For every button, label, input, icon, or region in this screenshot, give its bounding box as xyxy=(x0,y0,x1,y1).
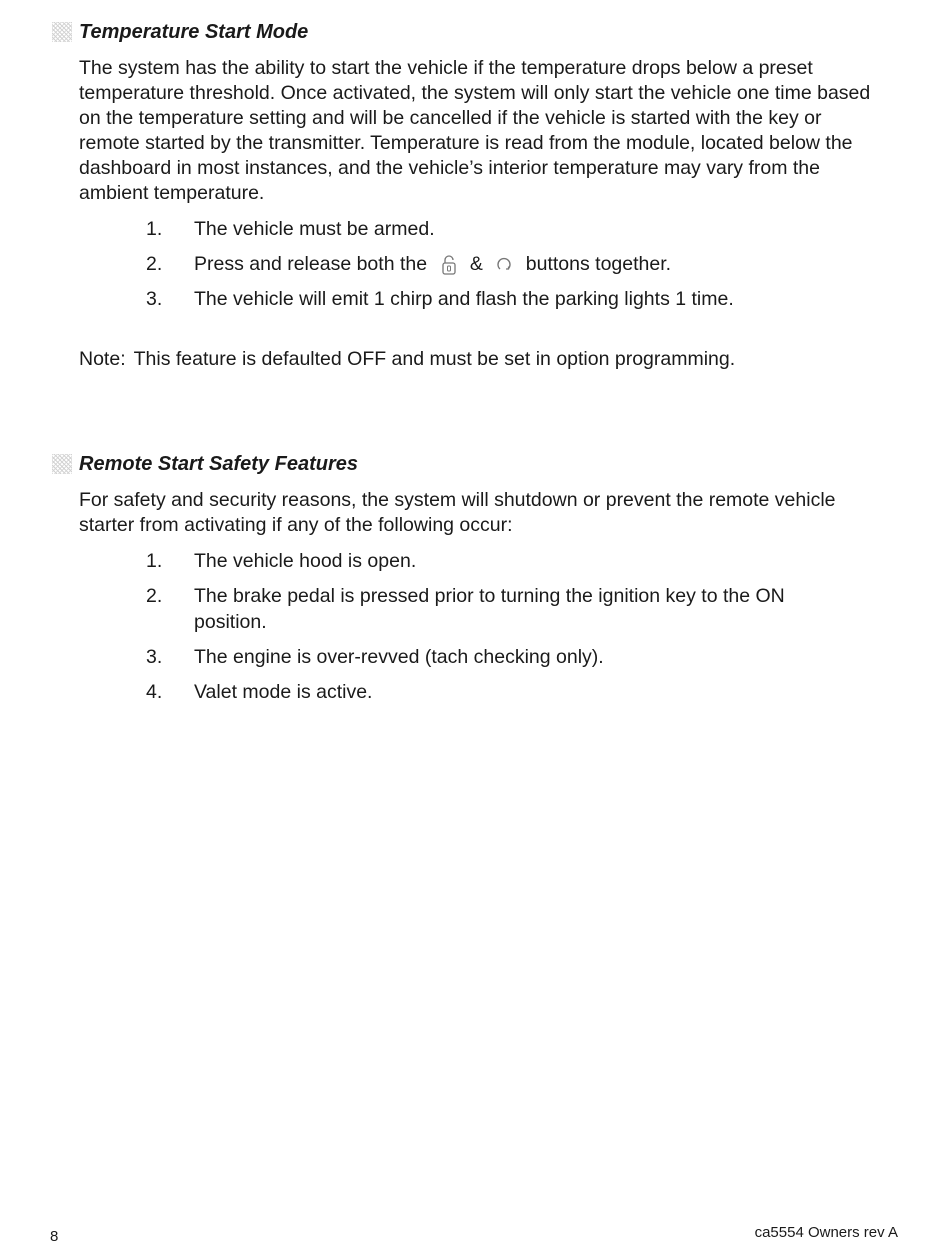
step-text: The brake pedal is pressed prior to turning the ignition key to the ON position. xyxy=(194,585,785,633)
list-item xyxy=(52,251,892,277)
step-text: The vehicle must be armed. xyxy=(194,218,435,240)
section-intro: For safety and security reasons, the system will shutdown or prevent the remote vehicle starter from activating if any of the following occur: xyxy=(79,489,836,536)
heading-title: Remote Start Safety Features xyxy=(79,452,358,475)
list-item xyxy=(52,216,892,242)
heading-title: Temperature Start Mode xyxy=(79,20,309,43)
step-list xyxy=(52,548,892,705)
step-text: Valet mode is active. xyxy=(194,681,373,703)
document-id: ca5554 Owners rev A xyxy=(754,1224,898,1241)
step-number: 2. xyxy=(146,253,163,275)
list-item xyxy=(52,644,892,670)
list-item xyxy=(52,548,892,574)
section-heading xyxy=(52,14,892,50)
heading-bullet-icon xyxy=(52,22,72,42)
note xyxy=(79,346,892,372)
step-text: The engine is over-revved (tach checking only). xyxy=(194,646,604,668)
step-text-before: Press and release both the xyxy=(194,253,428,275)
lock-button-icon xyxy=(439,254,459,276)
section-remote-start-safety xyxy=(52,446,892,714)
section-heading xyxy=(52,446,892,482)
step-number: 1. xyxy=(146,550,163,572)
list-item xyxy=(52,583,892,635)
ampersand: & xyxy=(469,253,483,275)
step-number: 2. xyxy=(146,585,163,607)
list-item xyxy=(52,286,892,312)
section-intro: The system has the ability to start the vehicle if the temperature drops below a preset temperature threshold. Once activated, the system will only start the vehicle one time based on the temperature setting and will be cancelled if the vehicle is started with the key or remote started by the transmitter. Temperature is read from the module, located below the dashboard in most instances, and the vehicle’s interior temperature may vary from the ambient temperature. xyxy=(79,57,871,204)
step-number: 3. xyxy=(146,646,163,668)
page-number: 8 xyxy=(50,1228,59,1245)
note-label: Note: xyxy=(79,348,126,370)
step-text-after: buttons together. xyxy=(525,253,672,275)
step-text xyxy=(194,251,844,277)
heading-bullet-icon xyxy=(52,454,72,474)
step-number: 1. xyxy=(146,218,163,240)
note-text: This feature is defaulted OFF and must be set in option programming. xyxy=(133,348,736,370)
step-list xyxy=(52,216,892,312)
remote-start-button-icon xyxy=(494,254,514,276)
step-text: The vehicle will emit 1 chirp and flash the parking lights 1 time. xyxy=(194,288,734,310)
step-text: The vehicle hood is open. xyxy=(194,550,417,572)
section-temperature-start-mode xyxy=(52,14,892,372)
step-number: 4. xyxy=(146,681,163,703)
list-item xyxy=(52,679,892,705)
step-number: 3. xyxy=(146,288,163,310)
